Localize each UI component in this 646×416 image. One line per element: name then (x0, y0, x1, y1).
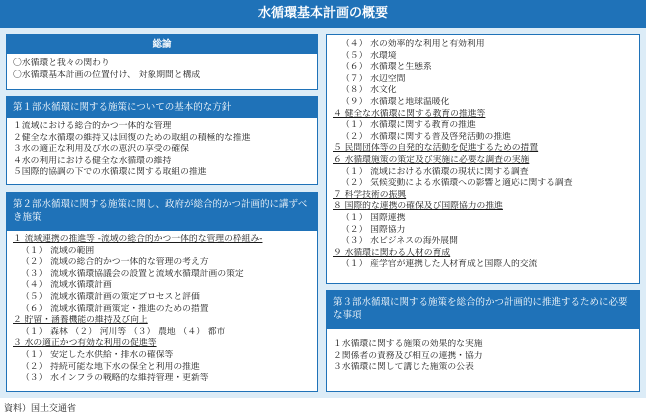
part3-heading: 第３部水循環に関する施策を総合的かつ計画的に推進するために必要な事項 (327, 291, 639, 329)
part1-box (6, 96, 318, 185)
part2-section: ６ 水循環施策の策定及び実施に必要な調査の実施 (333, 154, 530, 165)
part2-subitem: （６） 水循環と生態系 (341, 62, 432, 73)
part2-heading: 第２部水循環に関する施策に関し、政府が総合的かつ計画的に講ずべき施策 (7, 193, 317, 231)
part2-section: ７ 科学技術の振興 (333, 189, 407, 200)
part2-subitem: （１） 森林 （２） 河川等 （３） 農地 （４） 都市 (21, 326, 226, 337)
part1-item: ４水の利用における健全な水循環の維持 (13, 155, 172, 166)
part2-subitem: （３） 流域水循環協議会の設置と流域水循環計画の策定 (21, 268, 244, 279)
overview-box (6, 34, 318, 90)
overview-list (7, 54, 317, 84)
diagram-title: 水循環基本計画の概要 (0, 0, 646, 28)
part2-subitem: （１） 国際連携 (341, 212, 406, 223)
part2-subitem: （１） 産学官が連携した人材育成と国際人的交流 (341, 259, 538, 270)
part2-section: ９ 水循環に関わる人材の育成 (333, 247, 451, 258)
part1-item: １流域における総合的かつ一体的な管理 (13, 121, 172, 131)
part1-list (7, 118, 317, 182)
part2-subitem: （１） 水循環に関する教育の推進 (341, 120, 476, 131)
part2-subitem: （５） 水環境 (341, 50, 397, 61)
part3-item: ２関係者の責務及び相互の連携・協力 (333, 350, 483, 361)
part3-item: ３水循環に関して講じた施策の公表 (333, 362, 474, 373)
part2-subitem: （４） 水の効率的な利用と有効利用 (341, 39, 485, 49)
source-note: 資料）国土交通省 (4, 404, 77, 414)
part2-section: ５ 民間団体等の自発的な活動を促進するための措置 (333, 143, 539, 154)
part2-continued-box (326, 34, 640, 284)
part2-section: １ 流域連携の推進等 -流域の総合的かつ一体的な管理の枠組み- (13, 234, 263, 244)
part2-box (6, 192, 318, 392)
part1-item: ２健全な水循環の維持又は回復のための取組の積極的な推進 (13, 132, 251, 143)
part1-item: ５国際的協調の下での水循環に関する取組の推進 (13, 167, 207, 178)
part3-item: １水循環に関する施策の効果的な実施 (333, 339, 483, 349)
part2-subitem: （１） 安定した水供給・排水の確保等 (21, 349, 174, 360)
part2-subitem: （２） 持続可能な地下水の保全と利用の推進 (21, 361, 200, 372)
part1-heading: 第１部水循環に関する施策についての基本的な方針 (7, 97, 317, 118)
part2-continued-list (327, 35, 639, 274)
part2-subitem: （４） 流域水循環計画 (21, 280, 112, 291)
part2-section: ３ 水の適正かつ有効な利用の促進等 (13, 338, 157, 349)
part2-subitem: （６） 流域水循環計画策定・推進のための措置 (21, 303, 209, 314)
part3-box (326, 290, 640, 392)
part2-subitem: （３） 水インフラの戦略的な維持管理・更新等 (21, 373, 209, 384)
part3-list (327, 329, 639, 377)
part2-section: ２ 貯留・涵養機能の維持及び向上 (13, 315, 148, 326)
part2-subitem: （９） 水循環と地球温暖化 (341, 96, 450, 107)
part1-item: ３水の適正な利用及び水の恵沢の享受の確保 (13, 144, 189, 155)
part2-subitem: （２） 流域の総合的かつ一体的な管理の考え方 (21, 257, 209, 268)
part2-subitem: （８） 水文化 (341, 85, 397, 96)
part2-subitem: （５） 流域水循環計画の策定プロセスと評価 (21, 291, 200, 302)
overview-heading: 総論 (7, 35, 317, 54)
part2-subitem: （２） 水循環に関する普及啓発活動の推進 (341, 131, 511, 142)
part2-section: ４ 健全な水循環に関する教育の推進等 (333, 108, 486, 119)
part2-subitem: （７） 水辺空間 (341, 73, 406, 84)
overview-item: 〇水循環と我々の関わり (13, 58, 110, 68)
part2-subitem: （２） 国際協力 (341, 224, 406, 235)
part2-list (7, 231, 317, 388)
part2-subitem: （１） 流域の範囲 (21, 245, 95, 256)
part2-subitem: （３） 水ビジネスの海外展開 (341, 236, 458, 247)
part2-subitem: （２） 気候変動による水循環への影響と適応に関する調査 (341, 178, 573, 189)
part2-subitem: （１） 流域における水循環の現状に関する調査 (341, 166, 529, 177)
part2-section: ８ 国際的な連携の確保及び国際協力の推進 (333, 201, 503, 212)
overview-item: 〇水循環基本計画の位置付け、 対象期間と構成 (13, 69, 201, 80)
